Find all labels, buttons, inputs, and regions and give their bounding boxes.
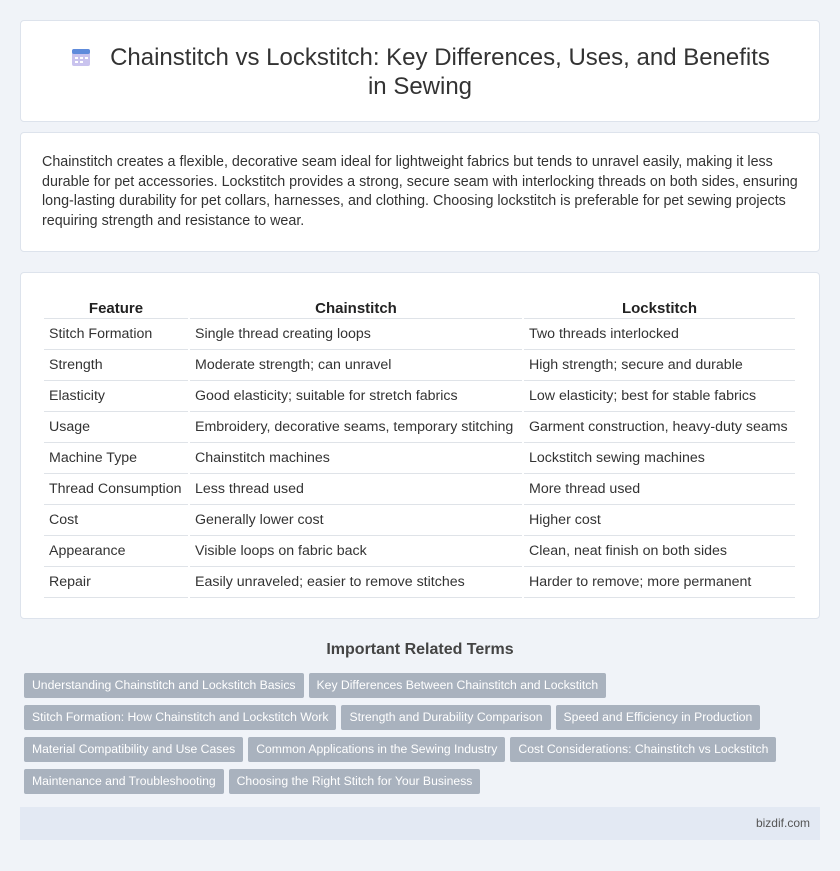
table-row xyxy=(44,412,795,443)
cell-feature: Machine Type xyxy=(44,443,188,474)
tag-row xyxy=(24,705,804,737)
related-tags xyxy=(24,673,804,801)
cell-feature: Strength xyxy=(44,350,188,381)
related-tag-link[interactable]: Choosing the Right Stitch for Your Business xyxy=(229,769,481,794)
calendar-icon xyxy=(70,46,92,68)
table-row xyxy=(44,350,795,381)
cell-feature: Usage xyxy=(44,412,188,443)
related-tag-link[interactable]: Speed and Efficiency in Production xyxy=(556,705,761,730)
tag-row xyxy=(24,769,804,801)
cell-chainstitch: Generally lower cost xyxy=(190,505,522,536)
related-terms-heading: Important Related Terms xyxy=(326,641,514,658)
cell-feature: Repair xyxy=(44,567,188,598)
related-tag-link[interactable]: Strength and Durability Comparison xyxy=(341,705,550,730)
cell-lockstitch: Low elasticity; best for stable fabrics xyxy=(524,381,795,412)
cell-feature: Cost xyxy=(44,505,188,536)
tag-row xyxy=(24,673,804,705)
related-tag-link[interactable]: Material Compatibility and Use Cases xyxy=(24,737,243,762)
cell-chainstitch: Embroidery, decorative seams, temporary stitching xyxy=(190,412,522,443)
cell-chainstitch: Single thread creating loops xyxy=(190,319,522,350)
header-card xyxy=(20,20,820,122)
cell-lockstitch: Garment construction, heavy-duty seams xyxy=(524,412,795,443)
cell-chainstitch: Chainstitch machines xyxy=(190,443,522,474)
tag-row xyxy=(24,737,804,769)
summary-card xyxy=(20,132,820,252)
related-tag-link[interactable]: Maintenance and Troubleshooting xyxy=(24,769,224,794)
cell-chainstitch: Visible loops on fabric back xyxy=(190,536,522,567)
cell-chainstitch: Moderate strength; can unravel xyxy=(190,350,522,381)
comparison-table xyxy=(42,295,797,598)
related-tag-link[interactable]: Understanding Chainstitch and Lockstitch Basics xyxy=(24,673,304,698)
cell-lockstitch: Two threads interlocked xyxy=(524,319,795,350)
table-row xyxy=(44,381,795,412)
cell-lockstitch: Lockstitch sewing machines xyxy=(524,443,795,474)
title-wrap xyxy=(61,43,779,101)
cell-feature: Elasticity xyxy=(44,381,188,412)
table-row xyxy=(44,474,795,505)
table-card xyxy=(20,272,820,619)
footer xyxy=(20,807,820,840)
table-header-row xyxy=(44,295,795,319)
cell-chainstitch: Easily unraveled; easier to remove stitches xyxy=(190,567,522,598)
table-row xyxy=(44,567,795,598)
cell-chainstitch: Less thread used xyxy=(190,474,522,505)
table-row xyxy=(44,536,795,567)
table-row xyxy=(44,443,795,474)
cell-lockstitch: Higher cost xyxy=(524,505,795,536)
header-feature: Feature xyxy=(44,295,188,319)
header-lockstitch: Lockstitch xyxy=(524,295,795,319)
cell-feature: Stitch Formation xyxy=(44,319,188,350)
page-title: Chainstitch vs Lockstitch: Key Differences, Uses, and Benefits in Sewing xyxy=(110,44,770,100)
header-chainstitch: Chainstitch xyxy=(190,295,522,319)
cell-lockstitch: More thread used xyxy=(524,474,795,505)
related-tag-link[interactable]: Cost Considerations: Chainstitch vs Lockstitch xyxy=(510,737,776,762)
cell-lockstitch: Harder to remove; more permanent xyxy=(524,567,795,598)
table-row xyxy=(44,319,795,350)
cell-lockstitch: High strength; secure and durable xyxy=(524,350,795,381)
related-tag-link[interactable]: Stitch Formation: How Chainstitch and Lockstitch Work xyxy=(24,705,336,730)
table-row xyxy=(44,505,795,536)
related-tag-link[interactable]: Key Differences Between Chainstitch and Lockstitch xyxy=(309,673,607,698)
cell-feature: Thread Consumption xyxy=(44,474,188,505)
cell-feature: Appearance xyxy=(44,536,188,567)
related-tag-link[interactable]: Common Applications in the Sewing Industry xyxy=(248,737,505,762)
summary-text: Chainstitch creates a flexible, decorative seam ideal for lightweight fabrics but tends to unravel easily, making it less durable for pet accessories. Lockstitch provides a strong, secure seam with interlocking threads on both sides, ensuring long-lasting durability for pet collars, harnesses, and clothing. Choosing lockstitch is preferable for pet sewing projects requiring strength and resistance to wear. xyxy=(42,154,798,229)
cell-lockstitch: Clean, neat finish on both sides xyxy=(524,536,795,567)
footer-site-link[interactable]: bizdif.com xyxy=(755,816,810,830)
cell-chainstitch: Good elasticity; suitable for stretch fabrics xyxy=(190,381,522,412)
